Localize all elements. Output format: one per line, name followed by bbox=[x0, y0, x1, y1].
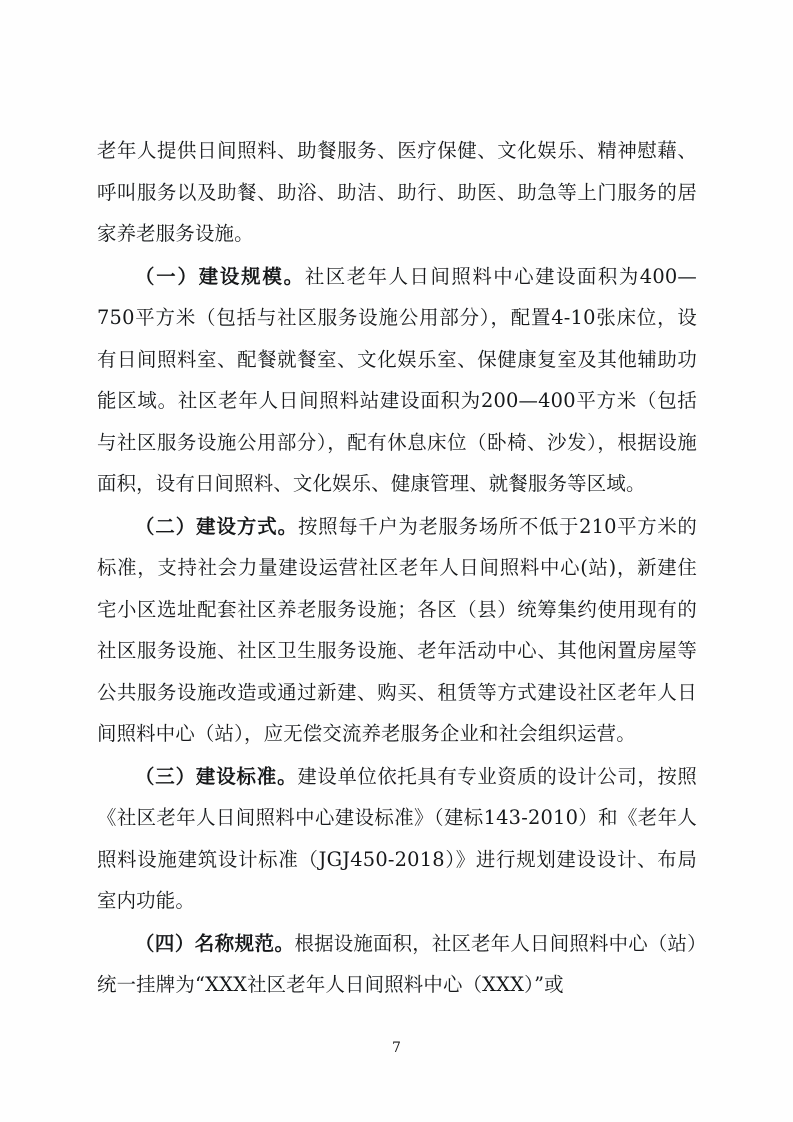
paragraph-section-construction-standard bbox=[97, 756, 697, 922]
page-number: 7 bbox=[392, 1040, 401, 1056]
paragraph-text: 根据设施面积，社区老年人日间照料中心（站）统一挂牌为“XXX社区老年人日间照料中心（XXX）”或 bbox=[97, 931, 698, 996]
paragraph-text: 老年人提供日间照料、助餐服务、医疗保健、文化娱乐、精神慰藉、呼叫服务以及助餐、助浴、助洁、助行、助医、助急等上门服务的居家养老服务设施。 bbox=[97, 139, 697, 245]
paragraph-section-construction-method bbox=[97, 506, 697, 755]
section-heading-label: （二）建设方式。 bbox=[135, 514, 299, 538]
paragraph-section-construction-scale bbox=[97, 256, 697, 505]
paragraph-section-naming-norms bbox=[97, 923, 697, 1006]
section-heading-label: （三）建设标准。 bbox=[135, 764, 298, 788]
document-body bbox=[97, 130, 697, 1007]
paragraph-text: 按照每千户为老服务场所不低于210平方米的标准，支持社会力量建设运营社区老年人日间照料中心(站)，新建住宅小区选址配套社区养老服务设施；各区（县）统筹集约使用现有的社区服务设施、社区卫生服务设施、老年活动中心、其他闲置房屋等公共服务设施改造或通过新建、购买、租赁等方式建设社区老年人日间照料中心（站），应无偿交流养老服务企业和社会组织运营。 bbox=[97, 514, 697, 745]
paragraph-continued bbox=[97, 130, 697, 255]
paragraph-text: 建设单位依托具有专业资质的设计公司，按照《社区老年人日间照料中心建设标准》（建标143-2010）和《老年人照料设施建筑设计标准（JGJ450-2018）》进行规划建设设计、布局室内功能。 bbox=[97, 764, 698, 912]
section-heading-label: （四）名称规范。 bbox=[135, 931, 295, 955]
paragraph-text: 社区老年人日间照料中心建设面积为400—750平方米（包括与社区服务设施公用部分），配置4-10张床位，设有日间照料室、配餐就餐室、文化娱乐室、保健康复室及其他辅助功能区域。社区老年人日间照料站建设面积为200—400平方米（包括与社区服务设施公用部分），配有休息床位（卧椅、沙发），根据设施面积，设有日间照料、文化娱乐、健康管理、就餐服务等区域。 bbox=[97, 264, 698, 495]
section-heading-label: （一）建设规模。 bbox=[135, 264, 305, 288]
